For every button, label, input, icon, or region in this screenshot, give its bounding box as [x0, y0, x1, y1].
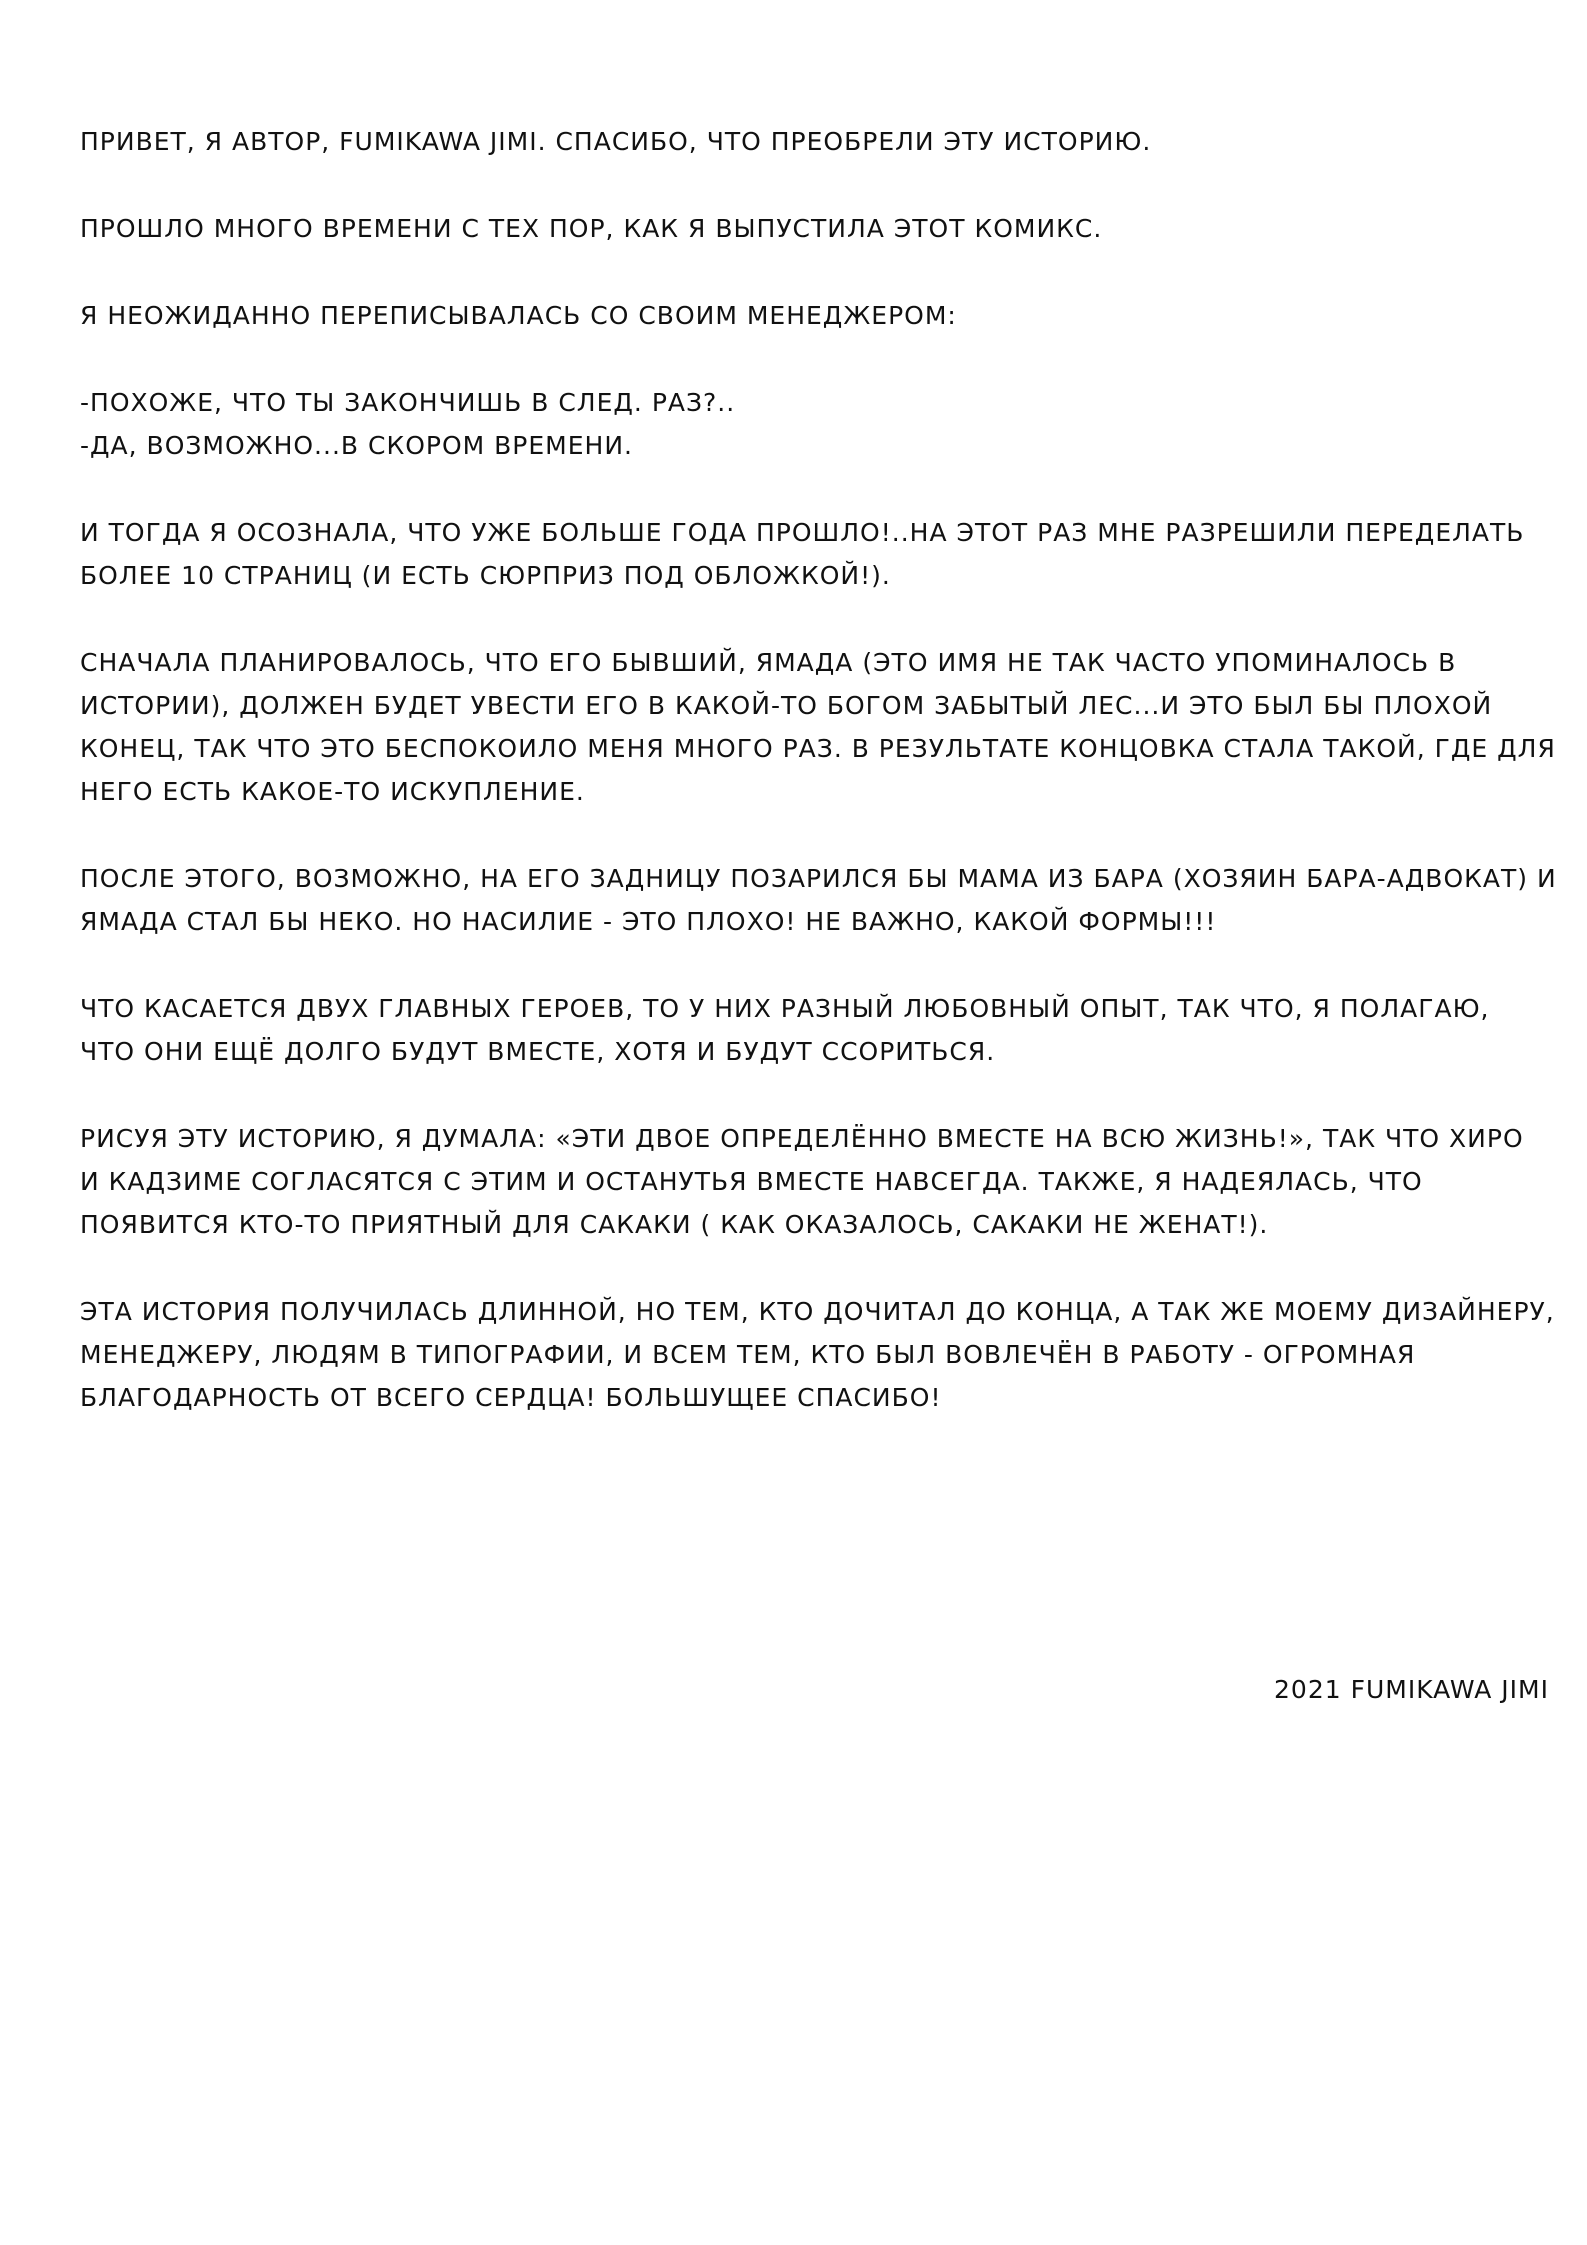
text-line: НЕГО ЕСТЬ КАКОЕ-ТО ИСКУПЛЕНИЕ.	[80, 777, 585, 806]
text-line: БЛАГОДАРНОСТЬ ОТ ВСЕГО СЕРДЦА! БОЛЬШУЩЕЕ СПАСИБО!	[80, 1383, 942, 1412]
afterword-text	[80, 120, 1560, 1463]
text-line: ПОСЛЕ ЭТОГО, ВОЗМОЖНО, НА ЕГО ЗАДНИЦУ ПОЗАРИЛСЯ БЫ МАМА ИЗ БАРА (ХОЗЯИН БАРА-АДВОКАТ) И	[80, 864, 1557, 893]
text-line: Я НЕОЖИДАННО ПЕРЕПИСЫВАЛАСЬ СО СВОИМ МЕНЕДЖЕРОМ:	[80, 301, 957, 330]
text-line: -ДА, ВОЗМОЖНО...В СКОРОМ ВРЕМЕНИ.	[80, 431, 633, 460]
text-line: И ТОГДА Я ОСОЗНАЛА, ЧТО УЖЕ БОЛЬШЕ ГОДА ПРОШЛО!..НА ЭТОТ РАЗ МНЕ РАЗРЕШИЛИ ПЕРЕДЕЛАТЬ	[80, 518, 1525, 547]
paragraph-original-plan	[80, 641, 1560, 813]
paragraph-realization	[80, 511, 1560, 597]
text-line: БОЛЕЕ 10 СТРАНИЦ (И ЕСТЬ СЮРПРИЗ ПОД ОБЛОЖКОЙ!).	[80, 561, 891, 590]
text-line: ЧТО ОНИ ЕЩЁ ДОЛГО БУДУТ ВМЕСТЕ, ХОТЯ И БУДУТ ССОРИТЬСЯ.	[80, 1037, 996, 1066]
text-line: СНАЧАЛА ПЛАНИРОВАЛОСЬ, ЧТО ЕГО БЫВШИЙ, ЯМАДА (ЭТО ИМЯ НЕ ТАК ЧАСТО УПОМИНАЛОСЬ В	[80, 648, 1457, 677]
paragraph-main-heroes	[80, 987, 1560, 1073]
text-line: МЕНЕДЖЕРУ, ЛЮДЯМ В ТИПОГРАФИИ, И ВСЕМ ТЕМ, КТО БЫЛ ВОВЛЕЧЁН В РАБОТУ - ОГРОМНАЯ	[80, 1340, 1416, 1369]
paragraph-manager	[80, 294, 1560, 337]
paragraph-dialogue	[80, 381, 1560, 467]
text-line: ЧТО КАСАЕТСЯ ДВУХ ГЛАВНЫХ ГЕРОЕВ, ТО У НИХ РАЗНЫЙ ЛЮБОВНЫЙ ОПЫТ, ТАК ЧТО, Я ПОЛАГАЮ,	[80, 994, 1490, 1023]
author-signature: 2021 FUMIKAWA JIMI	[1274, 1675, 1549, 1704]
text-line: ПРИВЕТ, Я АВТОР, FUMIKAWA JIMI. СПАСИБО, ЧТО ПРЕОБРЕЛИ ЭТУ ИСТОРИЮ.	[80, 127, 1152, 156]
text-line: ПРОШЛО МНОГО ВРЕМЕНИ С ТЕХ ПОР, КАК Я ВЫПУСТИЛА ЭТОТ КОМИКС.	[80, 214, 1103, 243]
text-line: РИСУЯ ЭТУ ИСТОРИЮ, Я ДУМАЛА: «ЭТИ ДВОЕ ОПРЕДЕЛЁННО ВМЕСТЕ НА ВСЮ ЖИЗНЬ!», ТАК ЧТО ХИРО	[80, 1124, 1524, 1153]
paragraph-greeting	[80, 120, 1560, 163]
text-line: -ПОХОЖЕ, ЧТО ТЫ ЗАКОНЧИШЬ В СЛЕД. РАЗ?..	[80, 388, 736, 417]
paragraph-drawing	[80, 1117, 1560, 1246]
paragraph-thanks	[80, 1290, 1560, 1419]
text-line: КОНЕЦ, ТАК ЧТО ЭТО БЕСПОКОИЛО МЕНЯ МНОГО РАЗ. В РЕЗУЛЬТАТЕ КОНЦОВКА СТАЛА ТАКОЙ, ГДЕ ДЛЯ	[80, 734, 1556, 763]
paragraph-time-passed	[80, 207, 1560, 250]
text-line: И КАДЗИМЕ СОГЛАСЯТСЯ С ЭТИМ И ОСТАНУТЬЯ ВМЕСТЕ НАВСЕГДА. ТАКЖЕ, Я НАДЕЯЛАСЬ, ЧТО	[80, 1167, 1423, 1196]
text-line: ИСТОРИИ), ДОЛЖЕН БУДЕТ УВЕСТИ ЕГО В КАКОЙ-ТО БОГОМ ЗАБЫТЫЙ ЛЕС...И ЭТО БЫЛ БЫ ПЛОХОЙ	[80, 691, 1493, 720]
text-line: ЯМАДА СТАЛ БЫ НЕКО. НО НАСИЛИЕ - ЭТО ПЛОХО! НЕ ВАЖНО, КАКОЙ ФОРМЫ!!!	[80, 907, 1217, 936]
text-line: ПОЯВИТСЯ КТО-ТО ПРИЯТНЫЙ ДЛЯ САКАКИ ( КАК ОКАЗАЛОСЬ, САКАКИ НЕ ЖЕНАТ!).	[80, 1210, 1269, 1239]
text-line: ЭТА ИСТОРИЯ ПОЛУЧИЛАСЬ ДЛИННОЙ, НО ТЕМ, КТО ДОЧИТАЛ ДО КОНЦА, А ТАК ЖЕ МОЕМУ ДИЗАЙНЕРУ,	[80, 1297, 1555, 1326]
paragraph-after	[80, 857, 1560, 943]
